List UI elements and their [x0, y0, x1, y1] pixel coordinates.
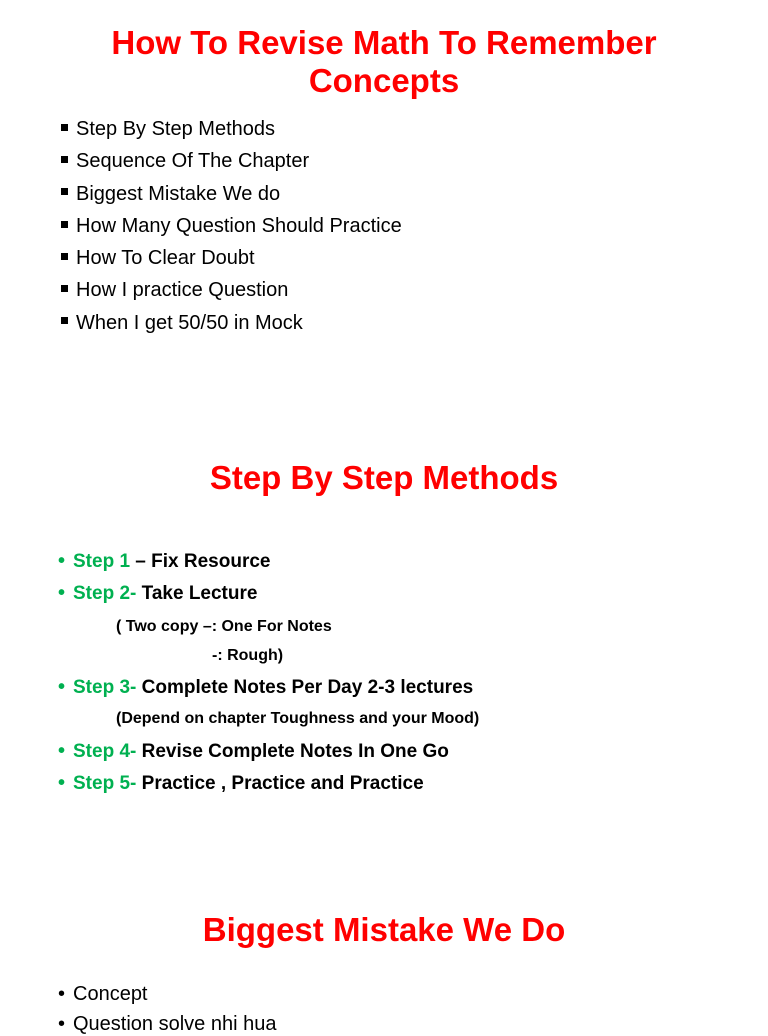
slide1-title-line2: Concepts [308, 62, 460, 99]
square-bullet-icon [61, 253, 68, 260]
bullet-dot-icon: • [58, 1013, 66, 1035]
step3-note: (Depend on chapter Toughness and your Mood) [116, 710, 480, 727]
bullet-dot-icon: • [58, 550, 66, 572]
slide1-title [0, 24, 768, 100]
bullet-dot-icon: • [58, 582, 66, 604]
bullet-dot-icon: • [58, 676, 66, 698]
bullet-dot-icon: • [58, 772, 66, 794]
step-item: • Step 1 – Fix Resource [58, 550, 271, 572]
list-item: How I practice Question [58, 274, 402, 306]
square-bullet-icon [61, 156, 68, 163]
step2-note-line2: -: Rough) [212, 647, 284, 664]
step-item: • Step 3- Complete Notes Per Day 2-3 lectures [58, 676, 474, 698]
step-item: • Step 5- Practice , Practice and Practice [58, 772, 424, 794]
slide1-title-line1: How To Revise Math To Remember [111, 24, 657, 61]
list-item: Step By Step Methods [58, 113, 402, 145]
bullet-dot-icon: • [58, 983, 66, 1005]
square-bullet-icon [61, 124, 68, 131]
square-bullet-icon [61, 221, 68, 228]
square-bullet-icon [61, 317, 68, 324]
slide2-title: Step By Step Methods [209, 459, 559, 496]
step2-note-line1: ( Two copy –: One For Notes [116, 618, 332, 635]
list-item: How To Clear Doubt [58, 242, 402, 274]
bullet-dot-icon: • [58, 740, 66, 762]
list-item: • Concept [58, 983, 148, 1005]
slide1-topic-list [58, 113, 402, 339]
square-bullet-icon [61, 285, 68, 292]
list-item: Sequence Of The Chapter [58, 145, 402, 177]
list-item: How Many Question Should Practice [58, 210, 402, 242]
slide3-title: Biggest Mistake We Do [202, 911, 566, 948]
square-bullet-icon [61, 188, 68, 195]
list-item: When I get 50/50 in Mock [58, 307, 402, 339]
list-item: Biggest Mistake We do [58, 178, 402, 210]
list-item: • Question solve nhi hua [58, 1013, 277, 1035]
step-item: • Step 2- Take Lecture [58, 582, 258, 604]
step-item: • Step 4- Revise Complete Notes In One Go [58, 740, 449, 762]
